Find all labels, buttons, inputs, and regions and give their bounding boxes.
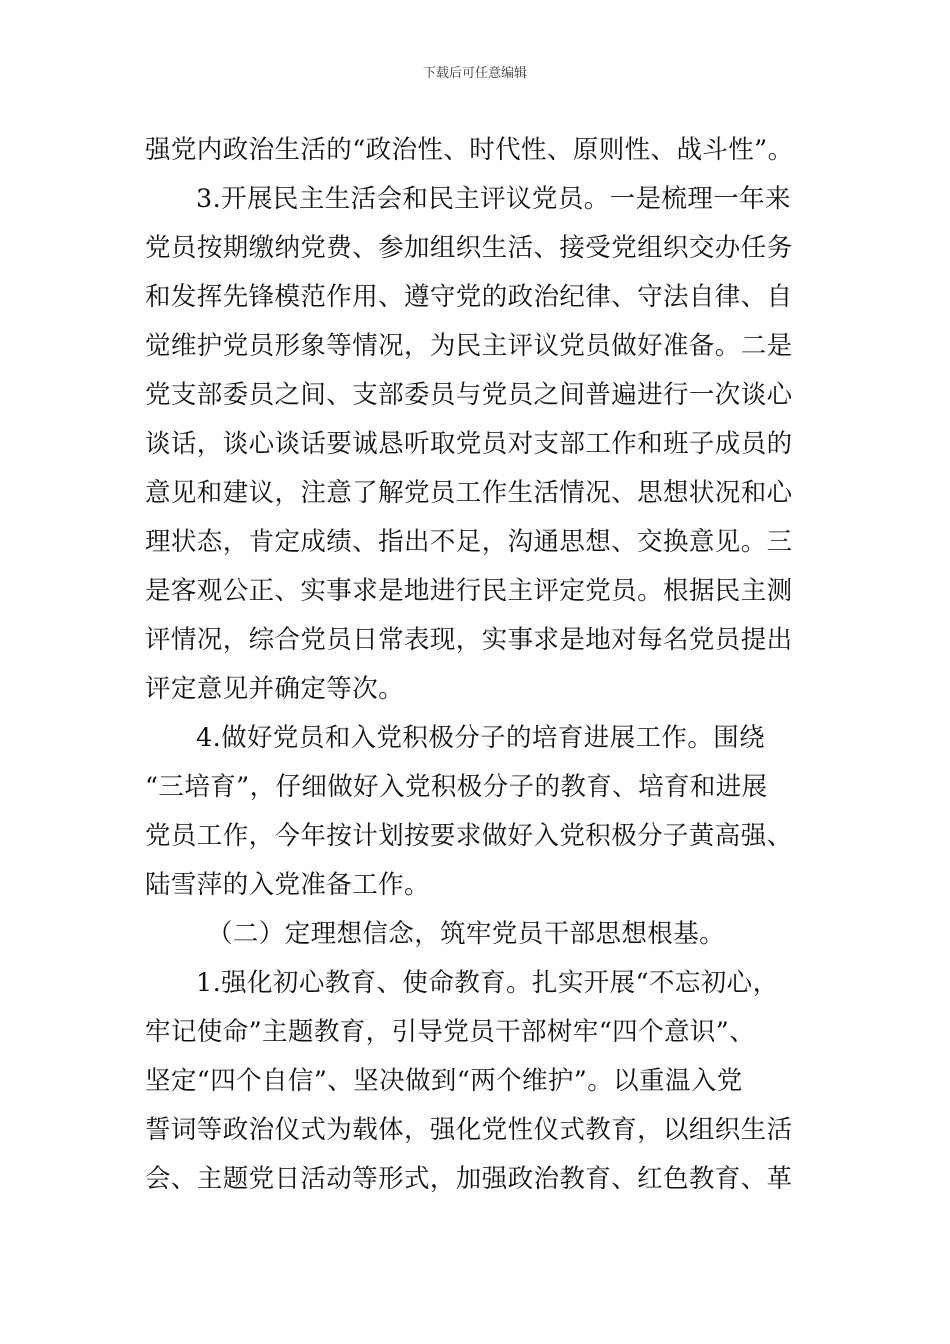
text-line: 陆雪萍的入党准备工作。 (145, 870, 430, 900)
text-line: 评定意见并确定等次。 (145, 674, 405, 704)
text-line: 觉维护党员形象等情况，为民主评议党员做好准备。二是 (145, 331, 793, 361)
paragraph-start-line: 1.强化初心教育、使命教育。扎实开展“不忘初心， (196, 968, 779, 998)
text-line: 党员按期缴纳党费、参加组织生活、接受党组织交办任务 (145, 233, 793, 263)
page-header: 下载后可任意编辑 (422, 66, 527, 81)
paragraph-start-line: 4.做好党员和入党积极分子的培育进展工作。围绕 (196, 723, 766, 753)
text-line: 谈话，谈心谈话要诚恳听取党员对支部工作和班子成员的 (145, 429, 793, 459)
paragraph-start-line: 3.开展民主生活会和民主评议党员。一是梳理一年来 (196, 184, 791, 214)
text-line: 党员工作，今年按计划按要求做好入党积极分子黄高强、 (145, 821, 793, 851)
section-heading: （二）定理想信念，筑牢党员干部思想根基。 (207, 919, 726, 949)
text-line: 坚定“四个自信”、坚决做到“两个维护”。以重温入党 (145, 1066, 743, 1096)
text-line: 誓词等政治仪式为载体，强化党性仪式教育，以组织生活 (145, 1115, 793, 1145)
text-line: 牢记使命”主题教育，引导党员干部树牢“四个意识”、 (145, 1017, 756, 1047)
text-line: 评情况，综合党员日常表现，实事求是地对每名党员提出 (145, 625, 793, 655)
document-body (145, 126, 815, 1204)
text-line: 和发挥先锋模范作用、遵守党的政治纪律、守法自律、自 (145, 282, 793, 312)
text-line: 理状态，肯定成绩、指出不足，沟通思想、交换意见。三 (145, 527, 793, 557)
text-line: 会、主题党日活动等形式，加强政治教育、红色教育、革 (145, 1164, 793, 1194)
text-line: 是客观公正、实事求是地进行民主评定党员。根据民主测 (145, 576, 793, 606)
text-line: 意见和建议，注意了解党员工作生活情况、思想状况和心 (145, 478, 793, 508)
text-line: 强党内政治生活的“政治性、时代性、原则性、战斗性”。 (145, 135, 794, 165)
text-line: 党支部委员之间、支部委员与党员之间普遍进行一次谈心 (145, 380, 793, 410)
text-line: “三培育”，仔细做好入党积极分子的教育、培育和进展 (145, 772, 768, 802)
